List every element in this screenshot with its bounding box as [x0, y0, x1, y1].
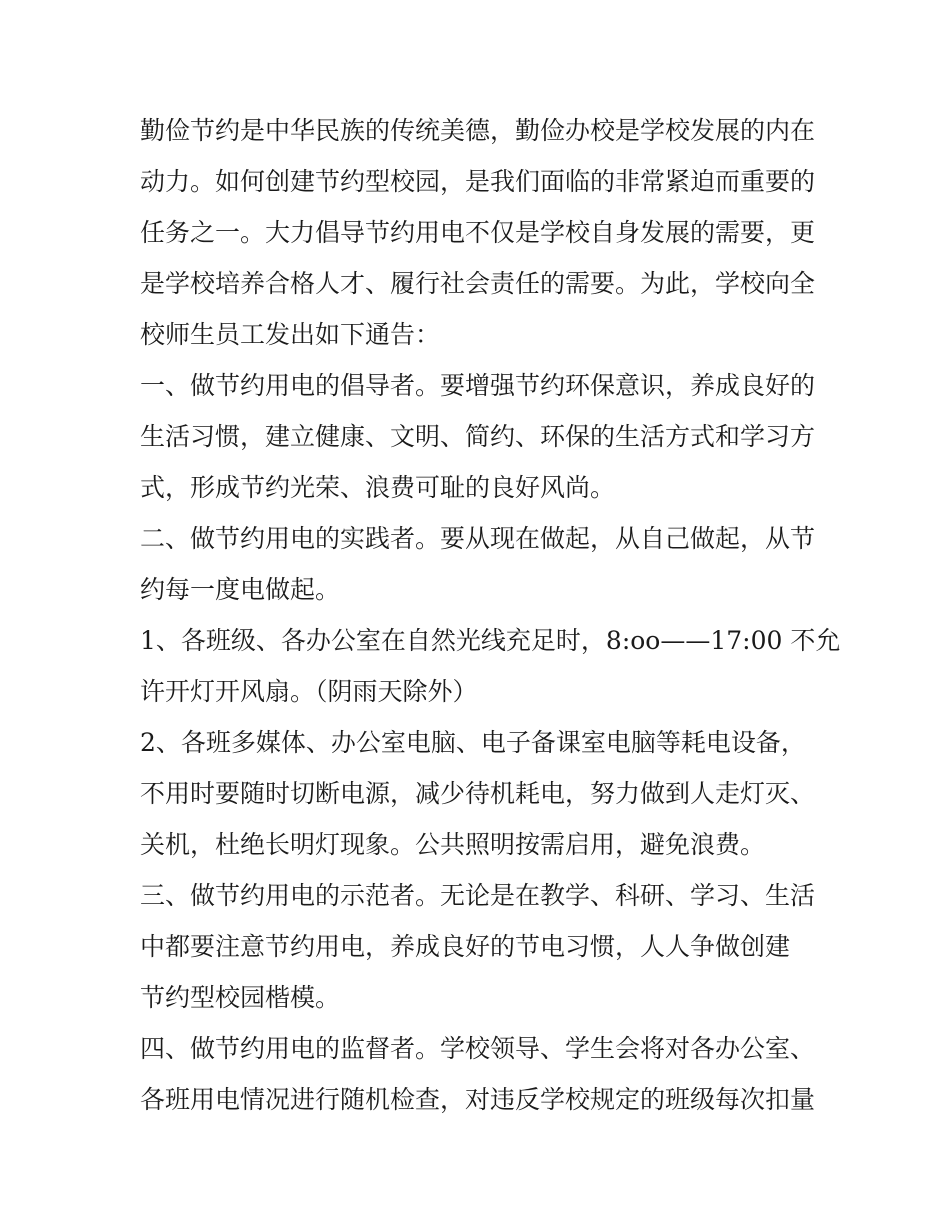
text-line: 关机，杜绝长明灯现象。公共照明按需启用，避免浪费。: [140, 830, 766, 859]
text-line: 1、各班级、各办公室在自然光线充足时，8:oo——17:00 不允: [140, 626, 841, 655]
text-line: 生活习惯，建立健康、文明、简约、环保的生活方式和学习方: [140, 422, 816, 451]
document-body: [140, 105, 841, 1125]
text-line: 动力。如何创建节约型校园，是我们面临的非常紧迫而重要的: [140, 167, 816, 196]
text-line: 四、做节约用电的监督者。学校领导、学生会将对各办公室、: [140, 1034, 816, 1063]
text-line: 三、做节约用电的示范者。无论是在教学、科研、学习、生活: [140, 881, 816, 910]
text-line: 节约型校园楷模。: [140, 983, 341, 1012]
text-line: 不用时要随时切断电源，减少待机耗电，努力做到人走灯灭、: [140, 779, 816, 808]
text-line: 各班用电情况进行随机检查，对违反学校规定的班级每次扣量: [140, 1085, 816, 1114]
text-line: 约每一度电做起。: [140, 575, 341, 604]
text-line: 校师生员工发出如下通告：: [140, 320, 441, 349]
text-line: 任务之一。大力倡导节约用电不仅是学校自身发展的需要，更: [140, 218, 816, 247]
text-line: 2、各班多媒体、办公室电脑、电子备课室电脑等耗电设备，: [140, 728, 806, 757]
text-line: 中都要注意节约用电，养成良好的节电习惯，人人争做创建: [140, 932, 791, 961]
text-line: 一、做节约用电的倡导者。要增强节约环保意识，养成良好的: [140, 371, 816, 400]
text-line: 勤俭节约是中华民族的传统美德，勤俭办校是学校发展的内在: [140, 116, 816, 145]
text-line: 二、做节约用电的实践者。要从现在做起，从自己做起，从节: [140, 524, 816, 553]
text-line: 是学校培养合格人才、履行社会责任的需要。为此，学校向全: [140, 269, 816, 298]
text-line: 式，形成节约光荣、浪费可耻的良好风尚。: [140, 473, 616, 502]
text-line: 许开灯开风扇。（阴雨天除外）: [140, 677, 478, 706]
